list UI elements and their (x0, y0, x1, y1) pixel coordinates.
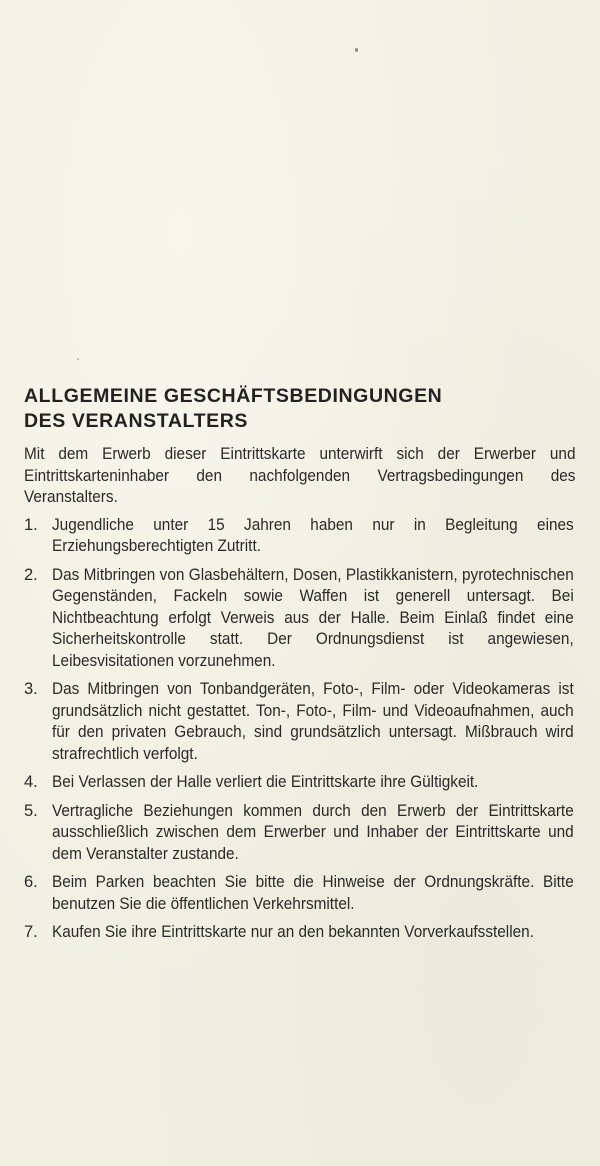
item-text: Jugendliche unter 15 Jahren haben nur in Begleitung eines Erziehungsberechtigten Zutritt. (52, 515, 574, 555)
item-text: Das Mitbringen von Tonbandgeräten, Foto-, Film- oder Videokameras ist grundsätzlich nicht gestattet. Ton-, Foto-, Film- und Videoaufnahmen, auch für den privaten Gebrauch, sind grundsätzlich untersagt. Mißbrauch wird strafrechtlich verfolgt. (52, 680, 574, 763)
terms-heading (24, 384, 576, 434)
item-number: 4. (24, 773, 38, 791)
item-text: Das Mitbringen von Glasbehältern, Dosen, Plastikkanistern, pyrotechnischen Gegenständen, Fackeln sowie Waffen ist generell untersagt. Bei Nichtbeachtung erfolgt Verweis aus der Halle. Beim Einlaß findet eine Sicherheitskontrolle statt. Der Ordnungsdienst ist angewiesen, Leibesvisitationen vorzunehmen. (52, 565, 574, 670)
heading-line-1: ALLGEMEINE GESCHÄFTSBEDINGUNGEN (24, 385, 443, 407)
item-number: 5. (24, 801, 38, 820)
item-text: Vertragliche Beziehungen kommen durch den Erwerb der Eintrittskarte ausschließlich zwischen dem Erwerber und Inhaber der Eintrittskarte und dem Veranstalter zustande. (52, 801, 574, 863)
terms-list (24, 515, 576, 944)
list-item (24, 772, 576, 794)
list-item (24, 515, 576, 558)
item-number: 2. (24, 565, 38, 584)
list-item (24, 679, 576, 765)
item-text: Kaufen Sie ihre Eintrittskarte nur an den bekannten Vorverkaufsstellen. (52, 923, 534, 941)
intro-paragraph: Mit dem Erwerb dieser Eintrittskarte unterwirft sich der Erwerber und Eintrittskarteninhaber den nachfolgenden Vertragsbedingungen des Veranstalters. (24, 445, 576, 506)
list-item (24, 801, 576, 866)
list-item (24, 922, 576, 944)
paper-speck (77, 358, 79, 360)
heading-line-2: DES VERANSTALTERS (24, 410, 248, 432)
item-text: Beim Parken beachten Sie bitte die Hinweise der Ordnungskräfte. Bitte benutzen Sie die öffentlichen Verkehrsmittel. (52, 873, 574, 913)
terms-section (24, 384, 576, 951)
item-number: 7. (24, 923, 38, 941)
item-text: Bei Verlassen der Halle verliert die Eintrittskarte ihre Gültigkeit. (52, 773, 479, 791)
paper-speck (355, 48, 358, 52)
item-number: 6. (24, 873, 38, 891)
list-item (24, 565, 576, 673)
item-number: 3. (24, 680, 38, 698)
item-number: 1. (24, 515, 38, 534)
list-item (24, 872, 576, 915)
